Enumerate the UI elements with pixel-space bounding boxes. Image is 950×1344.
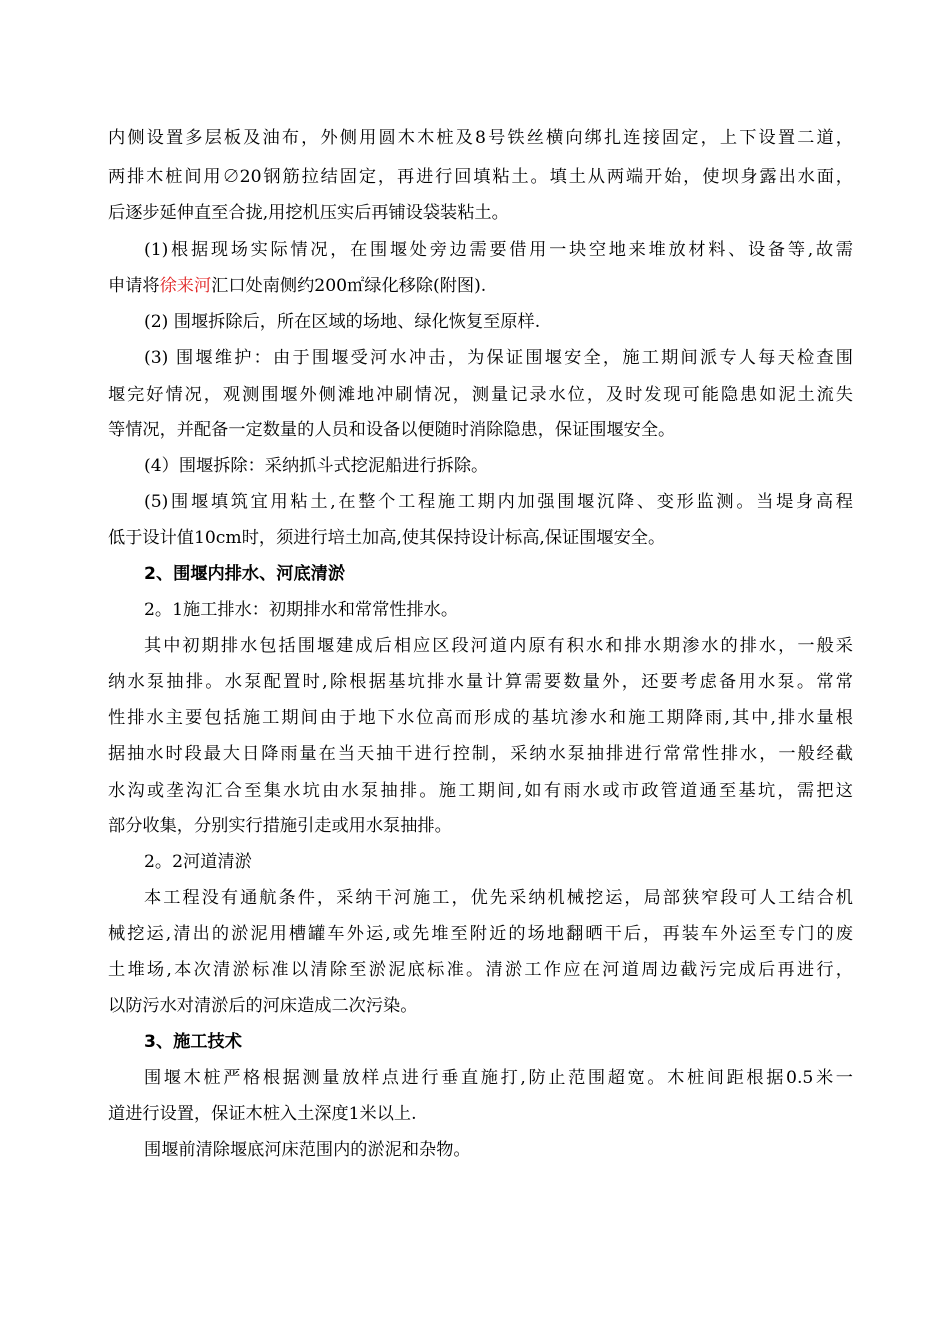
section-heading: 2、围堰内排水、河底清淤 (144, 564, 346, 584)
body-text-line: (1)根据现场实际情况，在围堰处旁边需要借用一块空地来堆放材料、设备等,故需 (144, 240, 853, 260)
body-text-line: 等情况，并配备一定数量的人员和设备以便随时消除隐患，保证围堰安全。 (108, 420, 676, 440)
body-text-line: 其中初期排水包括围堰建成后相应区段河道内原有积水和排水期渗水的排水，一般采 (144, 636, 853, 656)
body-text-line: 纳水泵抽排。水泵配置时,除根据基坑排水量计算需要数量外，还要考虑备用水泵。常常 (108, 672, 853, 692)
body-text-line: 土堆场,本次清淤标准以清除至淤泥底标准。清淤工作应在河道周边截污完成后再进行， (108, 960, 853, 980)
section-heading: 3、施工技术 (144, 1032, 242, 1052)
body-text-line: 据抽水时段最大日降雨量在当天抽干进行控制，采纳水泵抽排进行常常性排水，一般经截 (108, 744, 853, 764)
body-text-line: 低于设计值10cm时，须进行培土加高,使其保持设计标高,保证围堰安全。 (108, 528, 666, 548)
body-text-line: 内侧设置多层板及油布，外侧用圆木木桩及8号铁丝横向绑扎连接固定，上下设置二道， (108, 128, 853, 148)
body-text-line: 后逐步延伸直至合拢,用挖机压实后再铺设袋装粘土。 (108, 203, 509, 223)
body-text-line: 本工程没有通航条件，采纳干河施工，优先采纳机械挖运，局部狭窄段可人工结合机 (144, 888, 853, 908)
body-text-line: 围堰木桩严格根据测量放样点进行垂直施打,防止范围超宽。木桩间距根据0.5米一 (144, 1068, 853, 1088)
body-text-line: 围堰前清除堰底河床范围内的淤泥和杂物。 (144, 1140, 471, 1160)
body-text-line: 部分收集，分别实行措施引走或用水泵抽排。 (108, 816, 452, 836)
body-text-line: 械挖运,清出的淤泥用槽罐车外运,或先堆至附近的场地翻晒干后，再装车外运至专门的废 (108, 924, 853, 944)
body-text-line: 堰完好情况，观测围堰外侧滩地冲刷情况，测量记录水位，及时发现可能隐患如泥土流失 (108, 385, 853, 405)
body-text-line: 道进行设置，保证木桩入土深度1米以上. (108, 1104, 417, 1124)
subsection-heading: 2。1施工排水：初期排水和常常性排水。 (144, 600, 459, 620)
highlighted-place-name: 徐来河 (159, 276, 212, 296)
body-text-line: (2) 围堰拆除后，所在区域的场地、绿化恢复至原样. (144, 312, 541, 332)
body-text-line: 性排水主要包括施工期间由于地下水位高而形成的基坑渗水和施工期降雨,其中,排水量根 (108, 708, 853, 728)
body-text-line: (4）围堰拆除：采纳抓斗式挖泥船进行拆除。 (144, 456, 489, 476)
body-text-line: (3) 围堰维护：由于围堰受河水冲击，为保证围堰安全，施工期间派专人每天检查围 (144, 348, 853, 368)
subsection-heading: 2。2河道清淤 (144, 852, 252, 872)
body-text-line: (5)围堰填筑宜用粘土,在整个工程施工期内加强围堰沉降、变形监测。当堤身高程 (144, 492, 853, 512)
body-text-line: 申请将徐来河汇口处南侧约200㎡绿化移除(附图). (108, 276, 487, 296)
body-text-line: 两排木桩间用∅20钢筋拉结固定，再进行回填粘土。填土从两端开始，使坝身露出水面， (108, 167, 853, 187)
body-text-line: 以防污水对清淤后的河床造成二次污染。 (108, 996, 418, 1016)
body-text-line: 水沟或垄沟汇合至集水坑由水泵抽排。施工期间,如有雨水或市政管道通至基坑，需把这 (108, 781, 853, 801)
